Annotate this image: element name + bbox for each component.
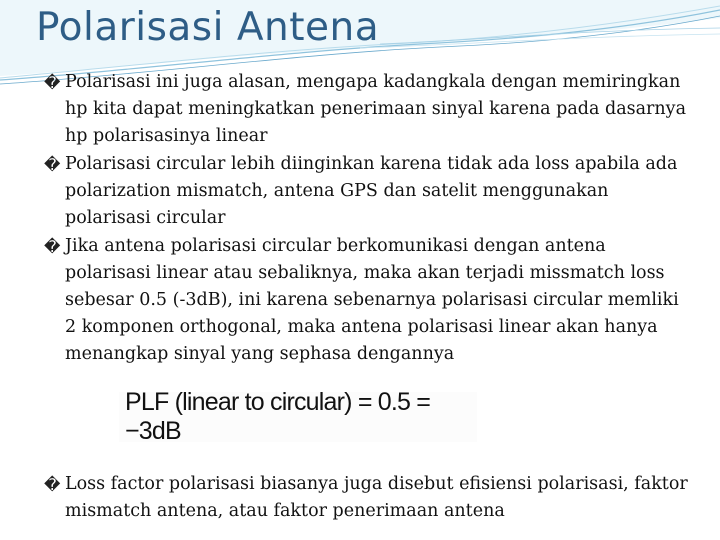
bullet-item [44,151,692,232]
bullet-text: Jika antena polarisasi circular berkomunikasi dengan antena polarisasi linear atau sebaliknya, maka akan terjadi missmatch loss sebesar 0.5 (-3dB), ini karena sebenarnya polarisasi circular memliki 2 komponen orthogonal, maka antena polarisasi linear akan hanya menangkap sinyal yang sephasa dengannya [65,236,679,364]
bullet-item [44,233,692,368]
bullet-marker-icon: � [44,237,61,256]
bullet-text: Polarisasi ini juga alasan, mengapa kadangkala dengan memiringkan hp kita dapat meningkatkan penerimaan sinyal karena pada dasarnya hp polarisasinya linear [65,72,687,146]
bullet-list [44,69,692,369]
bullet-item [44,471,692,525]
formula-image: PLF (linear to circular) = 0.5 = −3dB [119,392,477,442]
bullet-marker-icon: � [44,475,61,494]
bullet-text: Polarisasi circular lebih diinginkan karena tidak ada loss apabila ada polarization mismatch, antena GPS dan satelit menggunakan polarisasi circular [65,154,678,228]
bullet-list-bottom [44,471,692,526]
bullet-marker-icon: � [44,155,61,174]
bullet-item [44,69,692,150]
bullet-text: Loss factor polarisasi biasanya juga disebut efisiensi polarisasi, faktor mismatch antena, atau faktor penerimaan antena [65,474,688,521]
slide-title: Polarisasi Antena [36,5,380,50]
bullet-marker-icon: � [44,73,61,92]
